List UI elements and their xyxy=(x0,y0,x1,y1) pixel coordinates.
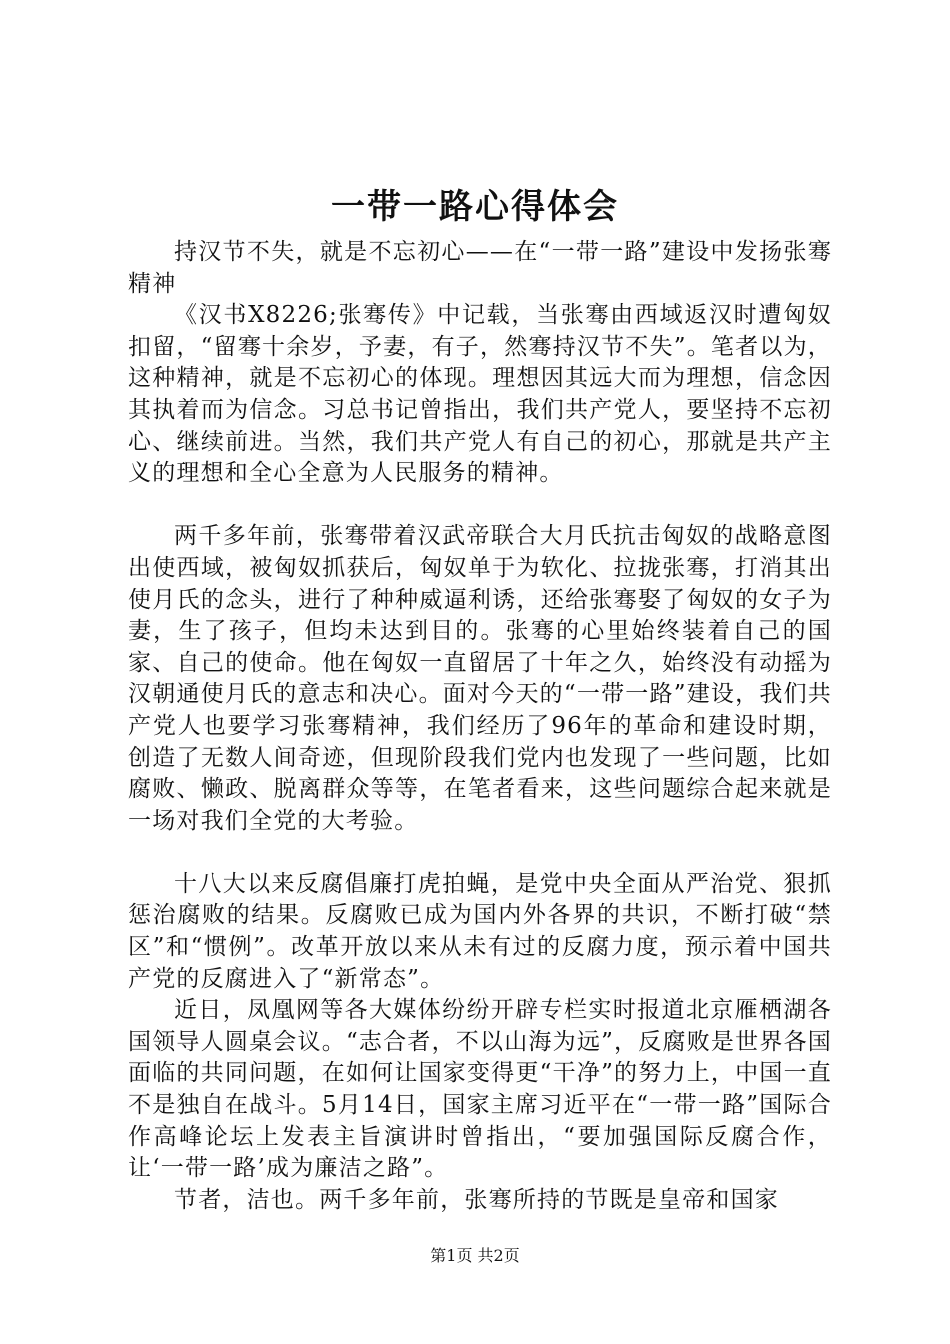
page-number-footer: 第1页 共2页 xyxy=(430,1246,520,1265)
body-paragraph: 《汉书X8226;张骞传》中记载，当张骞由西域返汉时遭匈奴扣留，“留骞十余岁，予妻，有子，然骞持汉节不失”。笔者以为，这种精神，就是不忘初心的体现。理想因其远大而为理想，信念因其执着而为信念。习总书记曾指出，我们共产党人，要坚持不忘初心、继续前进。当然，我们共产党人有自己的初心，那就是共产主义的理想和全心全意为人民服务的精神。 xyxy=(128,302,832,487)
body-paragraph: 十八大以来反腐倡廉打虎拍蝇，是党中央全面从严治党、狠抓惩治腐败的结果。反腐败已成为国内外各界的共识，不断打破“禁区”和“惯例”。改革开放以来从未有过的反腐力度，预示着中国共产党的反腐进入了“新常态”。 xyxy=(128,870,832,992)
document-body xyxy=(128,237,832,1216)
document-title: 一带一路心得体会 xyxy=(331,187,619,227)
body-paragraph: 近日，凤凰网等各大媒体纷纷开辟专栏实时报道北京雁栖湖各国领导人圆桌会议。“志合者，不以山海为远”，反腐败是世界各国面临的共同问题，在如何让国家变得更“干净”的努力上，中国一直不是独自在战斗。5月14日，国家主席习近平在“一带一路”国际合作高峰论坛上发表主旨演讲时曾指出，“要加强国际反腐合作，让‘一带一路’成为廉洁之路”。 xyxy=(128,997,832,1182)
body-paragraph: 节者，洁也。两千多年前，张骞所持的节既是皇帝和国家 xyxy=(174,1186,779,1213)
body-paragraph: 两千多年前，张骞带着汉武帝联合大月氏抗击匈奴的战略意图出使西域，被匈奴抓获后，匈奴单于为软化、拉拢张骞，打消其出使月氏的念头，进行了种种威逼利诱，还给张骞娶了匈奴的女子为妻，生了孩子，但均未达到目的。张骞的心里始终装着自己的国家、自己的使命。他在匈奴一直留居了十年之久，始终没有动摇为汉朝通使月氏的意志和决心。面对今天的“一带一路”建设，我们共产党人也要学习张骞精神，我们经历了96年的革命和建设时期，创造了无数人间奇迹，但现阶段我们党内也发现了一些问题，比如腐败、懒政、脱离群众等等，在笔者看来，这些问题综合起来就是一场对我们全党的大考验。 xyxy=(128,523,832,834)
subtitle-paragraph: 持汉节不失，就是不忘初心——在“一带一路”建设中发扬张骞精神 xyxy=(128,239,832,297)
